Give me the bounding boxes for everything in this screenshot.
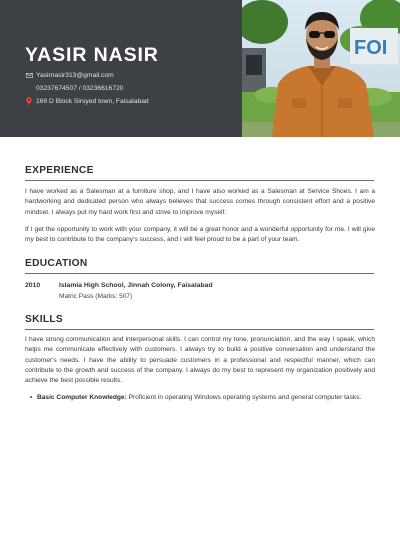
resume-header bbox=[0, 0, 400, 137]
skills-paragraph: I have strong communication and interpersonal skills. I can control my tone, pronunciation, and the way I speak, which helps me communicate effectively with customers. I always try to build a positive conversation and understand the customer's needs. I have the ability to persuade customers in a professional and respectful manner, which can contribute to the growth and success of the company. I always do my best to represent my organization positively and achieve the best possible results. bbox=[25, 336, 375, 385]
education-detail: Matric Pass (Marks: 507) bbox=[59, 293, 133, 300]
skills-heading: SKILLS bbox=[25, 314, 64, 325]
address-text: 169 D Block Sirsyed town, Faisalabad bbox=[36, 97, 149, 105]
skills-divider bbox=[25, 329, 374, 330]
bullet-label: Basic Computer Knowledge: bbox=[37, 394, 127, 401]
contact-address bbox=[25, 97, 149, 105]
education-school: Islamia High School, Jinnah Colony, Faisalabad bbox=[59, 282, 213, 289]
candidate-name: YASIR NASIR bbox=[25, 44, 159, 66]
experience-paragraph-1: I have worked as a Salesman at a furniture shop, and I have also worked as a Salesman at Service Shoes. I am a hardworking and dedicated person who always believes that success comes through consistent effort and a positive mindset. I always put my hard work first and strive to improve myself. bbox=[25, 188, 375, 216]
map-pin-icon bbox=[25, 97, 33, 105]
contact-phone bbox=[25, 85, 123, 92]
profile-photo bbox=[242, 0, 400, 137]
bullet-text: Proficient in operating Windows operating systems and general computer tasks. bbox=[126, 394, 362, 401]
envelope-icon bbox=[25, 73, 33, 78]
experience-paragraph-2: If I get the opportunity to work with your company, it will be a great honor and a wonderful opportunity for me. I will give my best to contribute to the company's success, and I will feel proud to be a part of your team. bbox=[25, 226, 375, 244]
education-divider bbox=[25, 273, 374, 274]
contact-email bbox=[25, 72, 114, 79]
phone-icon bbox=[25, 85, 33, 92]
experience-divider bbox=[25, 180, 374, 181]
skills-bullet-item bbox=[30, 393, 372, 403]
email-text: Yasirnasir313@gmail.com bbox=[36, 72, 114, 79]
education-year: 2010 bbox=[25, 282, 41, 289]
svg-text:FOI: FOI bbox=[354, 37, 388, 59]
experience-heading: EXPERIENCE bbox=[25, 165, 94, 176]
bullet-dot: • bbox=[30, 394, 33, 401]
phone-text: 03237674507 / 03236616720 bbox=[36, 85, 124, 92]
education-heading: EDUCATION bbox=[25, 258, 88, 269]
